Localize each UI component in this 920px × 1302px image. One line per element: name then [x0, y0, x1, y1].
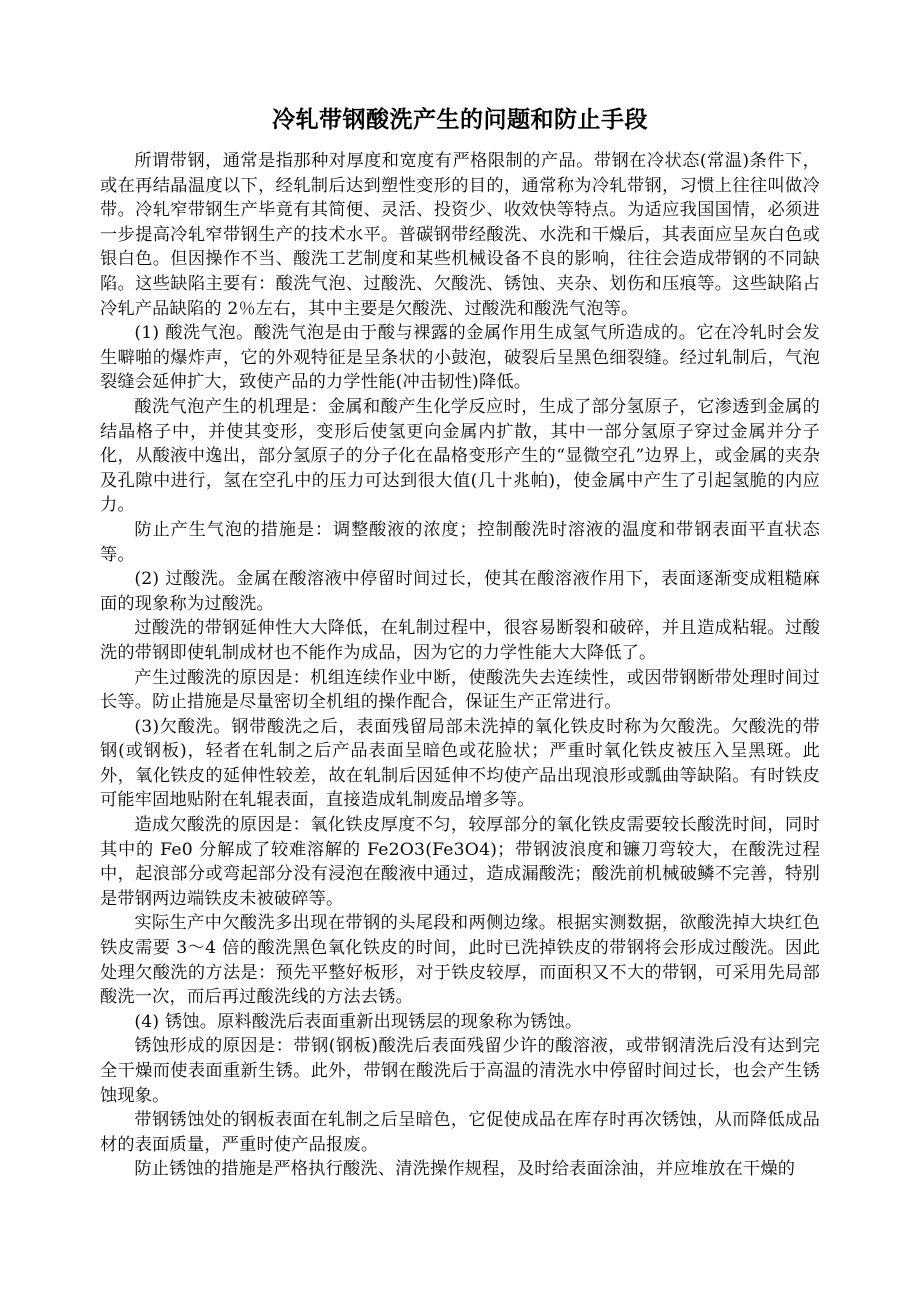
paragraph-over-pickling-effects: 过酸洗的带钢延伸性大大降低，在轧制过程中，很容易断裂和破碎，并且造成粘辊。过酸洗的带钢即使轧制成材也不能作为成品，因为它的力学性能大大降低了。: [100, 618, 820, 663]
page-title: 冷轧带钢酸洗产生的问题和防止手段: [272, 106, 648, 133]
paragraph-section-3-under-pickling: (3)欠酸洗。钢带酸洗之后，表面残留局部未洗掉的氧化铁皮时称为欠酸洗。欠酸洗的带钢(或钢板)，轻者在轧制之后产品表面呈暗色或花脸状；严重时氧化铁皮被压入呈黑斑。此外，氧化铁皮的延伸性较差，故在轧制后因延伸不均使产品出现浪形或瓢曲等缺陷。有时铁皮可能牢固地贴附在轧辊表面，直接造成轧制废品增多等。: [100, 716, 820, 811]
paragraph-blister-mechanism: 酸洗气泡产生的机理是：金属和酸产生化学反应时，生成了部分氢原子，它渗透到金属的结晶格子中，并使其变形，变形后使氢更向金属内扩散，其中一部分氢原子穿过金属并分子化，从酸液中逸出，部分氢原子的分子化在晶格变形产生的“显微空孔”边界上，或金属的夹杂及孔隙中进行，氢在空孔中的压力可达到很大值(几十兆帕)，使金属中产生了引起氢脆的内应力。: [100, 396, 820, 516]
paragraph-over-pickling-causes: 产生过酸洗的原因是：机组连续作业中断，使酸洗失去连续性，或因带钢断带处理时间过长等。防止措施是尽量密切全机组的操作配合，保证生产正常进行。: [100, 667, 820, 713]
paragraph-section-2-over-pickling: (2) 过酸洗。金属在酸溶液中停留时间过长，使其在酸溶液作用下，表面逐渐变成粗糙麻面的现象称为过酸洗。: [100, 569, 820, 614]
paragraph-intro: 所谓带钢，通常是指那种对厚度和宽度有严格限制的产品。带钢在冷状态(常温)条件下，或在再结晶温度以下，经轧制后达到塑性变形的目的，通常称为冷轧带钢，习惯上往往叫做冷带。冷轧窄带钢生产毕竟有其简便、灵活、投资少、收效快等特点。为适应我国国情，必须进一步提高冷轧窄带钢生产的技术水平。普碳钢带经酸洗、水洗和干燥后，其表面应呈灰白色或银白色。但因操作不当、酸洗工艺制度和某些机械设备不良的影响，往往会造成带钢的不同缺陷。这些缺陷主要有：酸洗气泡、过酸洗、欠酸洗、锈蚀、夹杂、划伤和压痕等。这些缺陷占冷轧产品缺陷的 2％左右，其中主要是欠酸洗、过酸洗和酸洗气泡等。: [100, 151, 820, 319]
paragraph-rust-causes: 锈蚀形成的原因是：带钢(钢板)酸洗后表面残留少许的酸溶液，或带钢清洗后没有达到完全干燥而使表面重新生锈。此外，带钢在酸洗后于高温的清洗水中停留时间过长，也会产生锈蚀现象。: [100, 1036, 820, 1106]
paragraph-blister-prevention: 防止产生气泡的措施是：调整酸液的浓度；控制酸洗时溶液的温度和带钢表面平直状态等。: [100, 519, 820, 565]
paragraph-rust-prevention: 防止锈蚀的措施是严格执行酸洗、清洗操作规程，及时给表面涂油，并应堆放在干燥的: [134, 1159, 796, 1180]
paragraph-section-4-rust: (4) 锈蚀。原料酸洗后表面重新出现锈层的现象称为锈蚀。: [134, 1011, 583, 1032]
paragraph-under-pickling-causes: 造成欠酸洗的原因是：氧化铁皮厚度不匀，较厚部分的氧化铁皮需要较长酸洗时间，同时其中的 Fe0 分解成了较难溶解的 Fe2O3(Fe3O4)；带钢波浪度和镰刀弯较大，在酸洗过程中，起浪部分或弯起部分没有浸泡在酸液中通过，造成漏酸洗；酸洗前机械破鳞不完善，特别是带钢两边端铁皮未被破碎等。: [100, 815, 820, 909]
paragraph-under-pickling-treatment: 实际生产中欠酸洗多出现在带钢的头尾段和两侧边缘。根据实测数据，欲酸洗掉大块红色铁皮需要 3～4 倍的酸洗黑色氧化铁皮的时间，此时已洗掉铁皮的带钢将会形成过酸洗。因此处理欠酸洗的方法是：预先平整好板形，对于铁皮较厚，而面积又不大的带钢，可采用先局部酸洗一次，而后再过酸洗线的方法去锈。: [100, 913, 820, 1008]
paragraph-section-1-pickling-blister: (1) 酸洗气泡。酸洗气泡是由于酸与裸露的金属作用生成氢气所造成的。它在冷轧时会发生噼啪的爆炸声，它的外观特征是呈条状的小鼓泡，破裂后呈黑色细裂缝。经过轧制后，气泡裂缝会延伸扩大，致使产品的力学性能(冲击韧性)降低。: [100, 323, 820, 393]
paragraph-rust-effects: 带钢锈蚀处的钢板表面在轧制之后呈暗色，它促使成品在库存时再次锈蚀，从而降低成品材的表面质量，严重时使产品报废。: [100, 1110, 820, 1155]
document-body: [100, 104, 820, 1182]
